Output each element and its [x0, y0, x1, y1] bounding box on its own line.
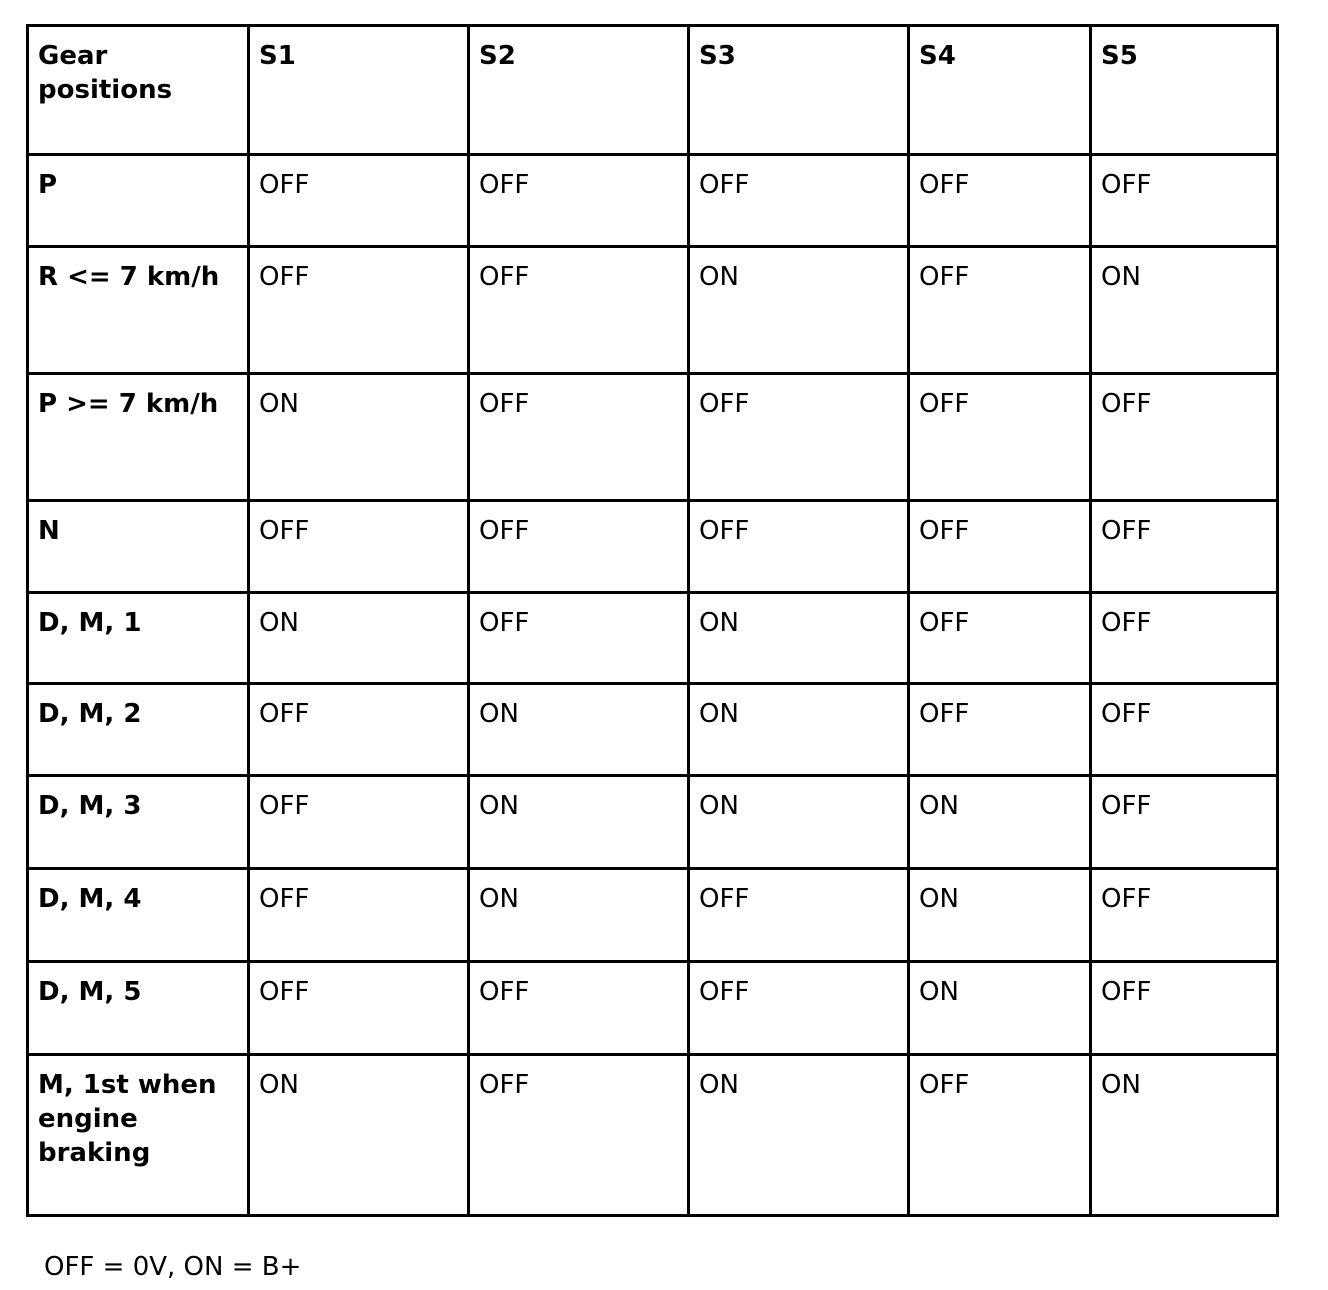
cell-value: ON [469, 684, 689, 776]
cell-value: OFF [469, 962, 689, 1055]
cell-value: ON [689, 684, 909, 776]
cell-value: ON [249, 374, 469, 501]
cell-value: ON [689, 593, 909, 684]
cell-value: OFF [469, 593, 689, 684]
cell-value: OFF [249, 155, 469, 247]
table-row [28, 155, 1278, 247]
cell-value: OFF [469, 247, 689, 374]
cell-value: OFF [469, 1055, 689, 1216]
cell-value: ON [689, 776, 909, 869]
cell-value: OFF [909, 593, 1091, 684]
cell-value: OFF [1091, 593, 1278, 684]
cell-value: ON [909, 962, 1091, 1055]
cell-value: OFF [909, 684, 1091, 776]
header-gear-positions: Gear positions [28, 26, 249, 155]
cell-value: ON [469, 869, 689, 962]
cell-value: OFF [689, 374, 909, 501]
cell-value: OFF [1091, 684, 1278, 776]
table-row [28, 869, 1278, 962]
cell-value: OFF [249, 869, 469, 962]
cell-value: ON [909, 869, 1091, 962]
cell-value: OFF [909, 374, 1091, 501]
table-row [28, 593, 1278, 684]
cell-value: ON [689, 247, 909, 374]
row-label: D, M, 3 [28, 776, 249, 869]
cell-value: ON [249, 593, 469, 684]
cell-value: OFF [469, 374, 689, 501]
row-label: D, M, 4 [28, 869, 249, 962]
cell-value: OFF [909, 501, 1091, 593]
cell-value: OFF [909, 1055, 1091, 1216]
cell-value: ON [909, 776, 1091, 869]
table-row [28, 1055, 1278, 1216]
cell-value: OFF [249, 776, 469, 869]
legend-footnote: OFF = 0V, ON = B+ [44, 1252, 302, 1282]
table-row [28, 247, 1278, 374]
cell-value: OFF [249, 247, 469, 374]
row-label: D, M, 5 [28, 962, 249, 1055]
cell-value: OFF [689, 962, 909, 1055]
cell-value: OFF [469, 501, 689, 593]
cell-value: OFF [909, 155, 1091, 247]
gear-position-table [26, 24, 1279, 1217]
row-label: M, 1st when engine braking [28, 1055, 249, 1216]
cell-value: ON [689, 1055, 909, 1216]
row-label: P [28, 155, 249, 247]
cell-value: OFF [909, 247, 1091, 374]
cell-value: ON [249, 1055, 469, 1216]
cell-value: OFF [689, 869, 909, 962]
cell-value: ON [1091, 247, 1278, 374]
cell-value: OFF [469, 155, 689, 247]
header-s1: S1 [249, 26, 469, 155]
header-s2: S2 [469, 26, 689, 155]
header-s5: S5 [1091, 26, 1278, 155]
cell-value: OFF [1091, 155, 1278, 247]
cell-value: OFF [249, 684, 469, 776]
cell-value: OFF [1091, 501, 1278, 593]
cell-value: OFF [689, 155, 909, 247]
row-label: P >= 7 km/h [28, 374, 249, 501]
table-row [28, 962, 1278, 1055]
cell-value: OFF [689, 501, 909, 593]
row-label: N [28, 501, 249, 593]
row-label: D, M, 2 [28, 684, 249, 776]
cell-value: OFF [249, 501, 469, 593]
table-row [28, 501, 1278, 593]
row-label: D, M, 1 [28, 593, 249, 684]
header-s3: S3 [689, 26, 909, 155]
header-s4: S4 [909, 26, 1091, 155]
table-row [28, 684, 1278, 776]
cell-value: ON [469, 776, 689, 869]
table-row [28, 374, 1278, 501]
cell-value: OFF [1091, 869, 1278, 962]
table-row [28, 776, 1278, 869]
cell-value: OFF [1091, 374, 1278, 501]
row-label: R <= 7 km/h [28, 247, 249, 374]
cell-value: ON [1091, 1055, 1278, 1216]
cell-value: OFF [1091, 776, 1278, 869]
cell-value: OFF [1091, 962, 1278, 1055]
cell-value: OFF [249, 962, 469, 1055]
header-row [28, 26, 1278, 155]
